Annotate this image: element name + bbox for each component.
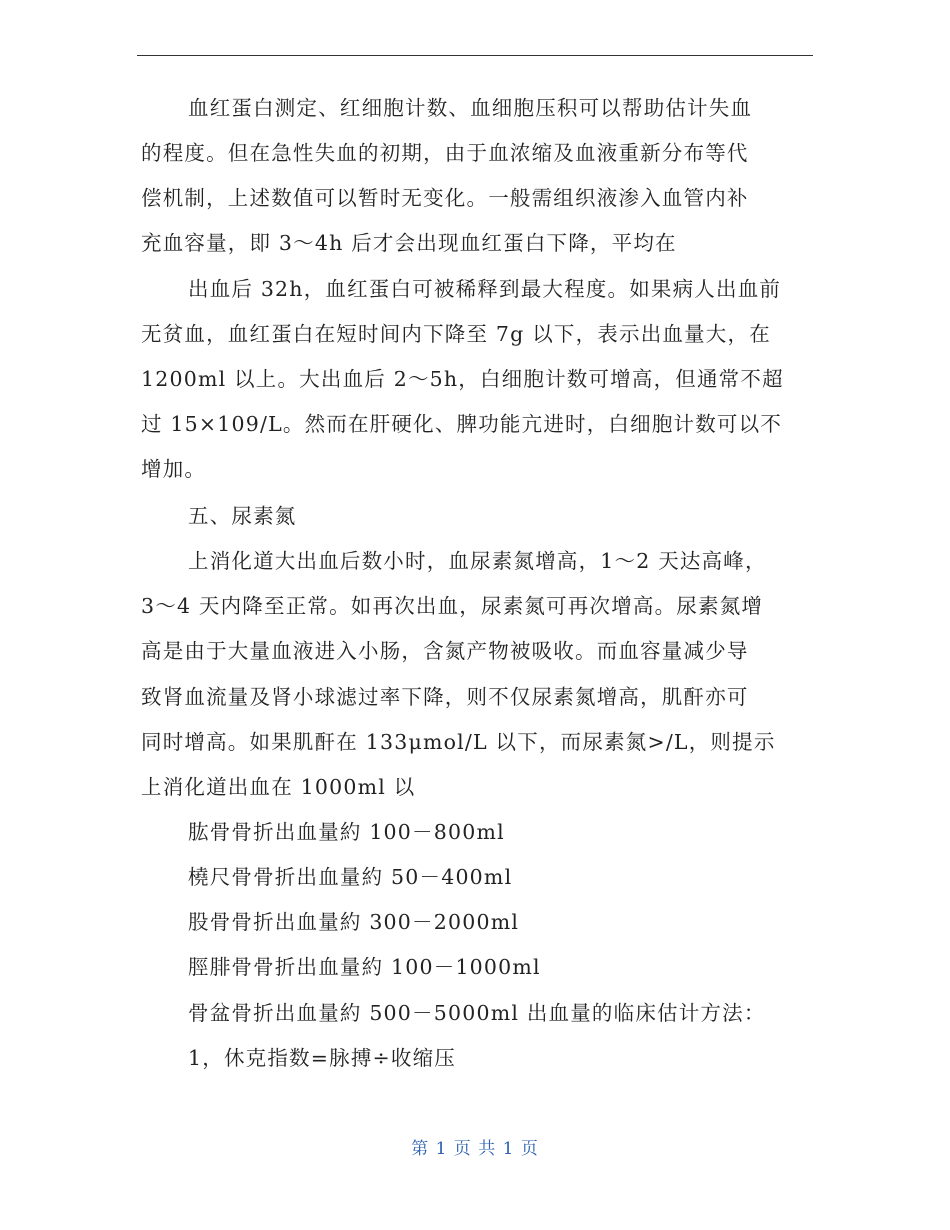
paragraph-line: 血红蛋白测定、红细胞计数、血细胞压积可以帮助估计失血 (188, 96, 753, 120)
paragraph-line: 过 15×109/L。然而在肝硬化、脾功能亢进时，白细胞计数可以不 (141, 412, 783, 436)
list-item: 橈尺骨骨折出血量約 50－400ml (188, 865, 513, 889)
paragraph-line: 同时增高。如果肌酐在 133μmol/L 以下，而尿素氮>/L，则提示 (141, 730, 776, 754)
paragraph-line: 致肾血流量及肾小球滤过率下降，则不仅尿素氮增高，肌酐亦可 (141, 685, 749, 709)
paragraph-line: 1200ml 以上。大出血后 2～5h，白细胞计数可增高，但通常不超 (141, 367, 784, 391)
paragraph-line: 出血后 32h，血红蛋白可被稀释到最大程度。如果病人出血前 (188, 277, 782, 301)
paragraph-line: 偿机制，上述数值可以暂时无变化。一般需组织液渗入血管内补 (141, 186, 749, 210)
list-item: 股骨骨折出血量約 300－2000ml (188, 910, 520, 934)
list-item: 1，休克指数=脉搏÷收缩压 (188, 1046, 456, 1070)
paragraph-line: 高是由于大量血液进入小肠，含氮产物被吸收。而血容量减少导 (141, 639, 749, 663)
page-indicator: 第 1 页 共 1 页 (411, 1139, 539, 1159)
paragraph-line: 充血容量，即 3～4h 后才会出现血红蛋白下降，平均在 (141, 231, 677, 255)
paragraph-line: 3～4 天内降至正常。如再次出血，尿素氮可再次增高。尿素氮增 (141, 594, 764, 618)
paragraph-line: 无贫血，血红蛋白在短时间内下降至 7g 以下，表示出血量大，在 (141, 322, 771, 346)
section-heading: 五、尿素氮 (188, 504, 297, 528)
list-item: 肱骨骨折出血量約 100－800ml (188, 820, 505, 844)
list-item: 脛腓骨骨折出血量約 100－1000ml (188, 955, 541, 979)
paragraph-line: 的程度。但在急性失血的初期，由于血浓缩及血液重新分布等代 (141, 141, 749, 165)
paragraph-line: 上消化道大出血后数小时，血尿素氮增高，1～2 天达高峰， (188, 549, 767, 573)
paragraph-line: 上消化道出血在 1000ml 以 (141, 775, 416, 799)
paragraph-line: 增加。 (141, 457, 207, 481)
list-item: 骨盆骨折出血量約 500－5000ml 出血量的临床估计方法： (188, 1001, 766, 1025)
header-divider (137, 55, 813, 56)
